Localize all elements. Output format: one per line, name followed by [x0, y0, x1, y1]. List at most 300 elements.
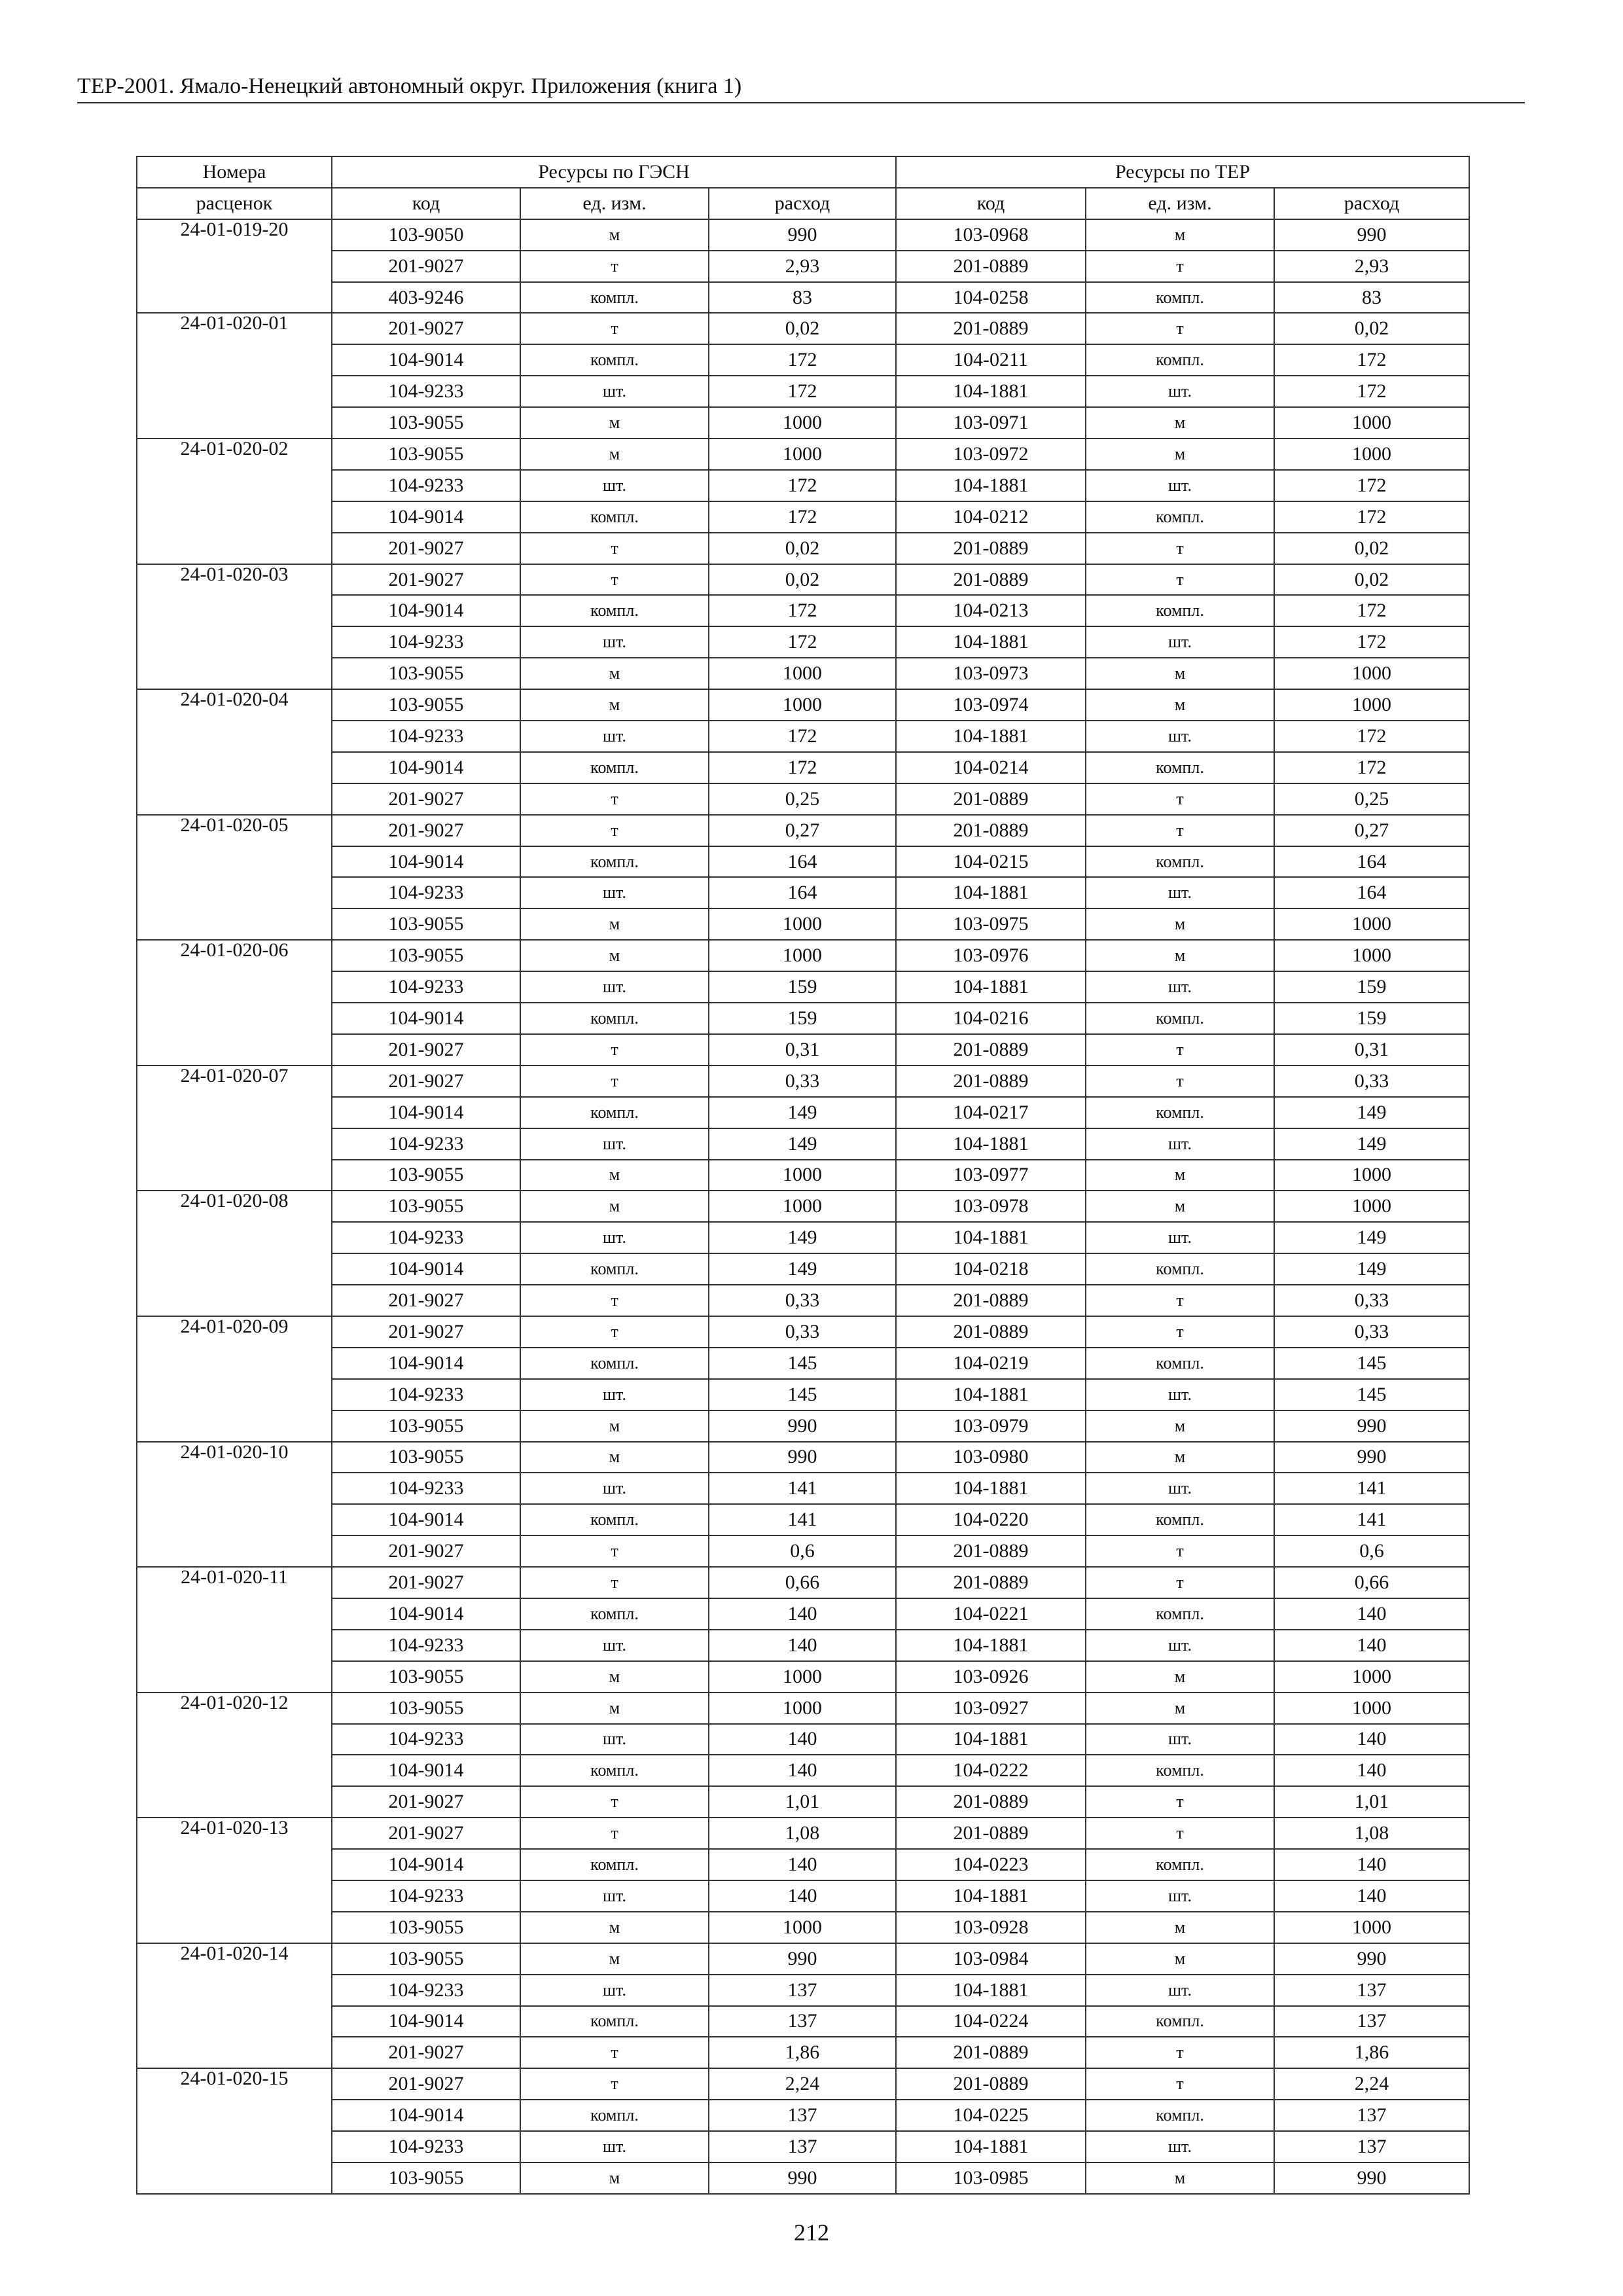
ter-consumption-cell: 141	[1274, 1473, 1469, 1504]
table-row	[137, 1849, 1469, 1880]
table-header-row-1	[137, 156, 1469, 188]
ter-unit-cell: т	[1086, 1535, 1274, 1567]
ter-consumption-cell: 145	[1274, 1348, 1469, 1379]
rate-number-cell	[137, 2162, 332, 2194]
ter-code-cell: 104-1881	[896, 626, 1086, 658]
rate-number-cell	[137, 1975, 332, 2006]
ter-unit-cell: м	[1086, 940, 1274, 971]
table-row	[137, 1912, 1469, 1943]
ter-consumption-cell: 1000	[1274, 940, 1469, 971]
ter-consumption-cell: 0,27	[1274, 815, 1469, 846]
rate-number-cell	[137, 1473, 332, 1504]
ter-consumption-cell: 0,25	[1274, 783, 1469, 815]
table-header-row-2	[137, 188, 1469, 219]
ter-unit-cell: шт.	[1086, 1222, 1274, 1253]
ter-code-cell: 104-0212	[896, 501, 1086, 533]
ter-consumption-cell: 172	[1274, 626, 1469, 658]
gesn-code-cell: 104-9233	[332, 1379, 520, 1410]
gesn-consumption-cell: 1,01	[709, 1786, 896, 1818]
ter-unit-cell: м	[1086, 1693, 1274, 1724]
gesn-unit-cell: м	[520, 1912, 709, 1943]
gesn-consumption-cell: 137	[709, 1975, 896, 2006]
gesn-code-cell: 104-9233	[332, 376, 520, 407]
table-row	[137, 1442, 1469, 1473]
gesn-code-cell: 201-9027	[332, 1567, 520, 1598]
ter-code-cell: 201-0889	[896, 815, 1086, 846]
gesn-code-cell: 104-9233	[332, 721, 520, 752]
ter-unit-cell: м	[1086, 1410, 1274, 1442]
table-row	[137, 1598, 1469, 1630]
ter-unit-cell: т	[1086, 2068, 1274, 2100]
table-row	[137, 2068, 1469, 2100]
gesn-consumption-cell: 1000	[709, 940, 896, 971]
gesn-code-cell: 201-9027	[332, 1535, 520, 1567]
table-row	[137, 783, 1469, 815]
gesn-code-cell: 104-9014	[332, 1097, 520, 1128]
table-row	[137, 1097, 1469, 1128]
gesn-consumption-cell: 137	[709, 2131, 896, 2162]
ter-code-cell: 201-0889	[896, 533, 1086, 564]
gesn-unit-cell: компл.	[520, 282, 709, 314]
table-body	[137, 219, 1469, 2194]
table-row	[137, 2006, 1469, 2037]
table-row	[137, 1191, 1469, 1222]
ter-unit-cell: компл.	[1086, 501, 1274, 533]
gesn-unit-cell: т	[520, 313, 709, 344]
gesn-unit-cell: м	[520, 1943, 709, 1975]
gesn-code-cell: 104-9233	[332, 1128, 520, 1160]
ter-code-cell: 201-0889	[896, 1786, 1086, 1818]
ter-consumption-cell: 172	[1274, 376, 1469, 407]
ter-unit-cell: м	[1086, 908, 1274, 940]
ter-code-cell: 103-0984	[896, 1943, 1086, 1975]
gesn-code-cell: 104-9233	[332, 1473, 520, 1504]
ter-code-cell: 103-0977	[896, 1160, 1086, 1191]
gesn-consumption-cell: 145	[709, 1379, 896, 1410]
table-row	[137, 564, 1469, 596]
ter-unit-cell: т	[1086, 1818, 1274, 1849]
gesn-consumption-cell: 990	[709, 1442, 896, 1473]
rate-number-cell	[137, 1630, 332, 1661]
ter-unit-cell: шт.	[1086, 470, 1274, 501]
ter-code-cell: 104-0216	[896, 1003, 1086, 1034]
gesn-code-cell: 104-9233	[332, 1222, 520, 1253]
table-row	[137, 439, 1469, 470]
ter-consumption-header: расход	[1274, 188, 1469, 219]
gesn-code-cell: 104-9014	[332, 344, 520, 376]
gesn-code-cell: 103-9055	[332, 908, 520, 940]
ter-consumption-cell: 990	[1274, 2162, 1469, 2194]
ter-unit-cell: шт.	[1086, 877, 1274, 908]
gesn-consumption-cell: 149	[709, 1128, 896, 1160]
ter-code-cell: 104-0258	[896, 282, 1086, 314]
gesn-unit-cell: т	[520, 1066, 709, 1097]
ter-unit-cell: т	[1086, 1786, 1274, 1818]
gesn-code-cell: 104-9014	[332, 1755, 520, 1786]
gesn-code-cell: 201-9027	[332, 1316, 520, 1348]
gesn-unit-cell: м	[520, 1160, 709, 1191]
ter-consumption-cell: 2,93	[1274, 251, 1469, 282]
gesn-consumption-cell: 141	[709, 1473, 896, 1504]
gesn-unit-cell: шт.	[520, 1473, 709, 1504]
ter-unit-cell: компл.	[1086, 1348, 1274, 1379]
gesn-unit-cell: м	[520, 219, 709, 251]
rate-number-cell	[137, 1160, 332, 1191]
rate-number-cell	[137, 846, 332, 878]
gesn-consumption-cell: 0,02	[709, 313, 896, 344]
gesn-consumption-cell: 149	[709, 1222, 896, 1253]
rate-number-cell: 24-01-020-15	[137, 2068, 332, 2100]
gesn-unit-cell: т	[520, 1034, 709, 1066]
table-row	[137, 407, 1469, 439]
ter-consumption-cell: 1000	[1274, 1693, 1469, 1724]
rate-number-cell	[137, 1786, 332, 1818]
ter-consumption-cell: 1,01	[1274, 1786, 1469, 1818]
rate-number-cell	[137, 908, 332, 940]
ter-code-cell: 201-0889	[896, 1316, 1086, 1348]
table-row	[137, 2100, 1469, 2131]
gesn-unit-cell: т	[520, 533, 709, 564]
rate-number-cell	[137, 595, 332, 626]
gesn-consumption-cell: 140	[709, 1880, 896, 1912]
ter-consumption-cell: 2,24	[1274, 2068, 1469, 2100]
ter-unit-cell: компл.	[1086, 344, 1274, 376]
gesn-code-cell: 103-9055	[332, 1943, 520, 1975]
ter-consumption-cell: 990	[1274, 1943, 1469, 1975]
ter-unit-cell: м	[1086, 1661, 1274, 1693]
ter-consumption-cell: 172	[1274, 752, 1469, 783]
gesn-unit-cell: шт.	[520, 1975, 709, 2006]
gesn-consumption-cell: 164	[709, 877, 896, 908]
gesn-code-cell: 104-9233	[332, 877, 520, 908]
rate-number-cell	[137, 1410, 332, 1442]
gesn-code-cell: 201-9027	[332, 1034, 520, 1066]
gesn-consumption-cell: 172	[709, 344, 896, 376]
ter-code-cell: 104-0217	[896, 1097, 1086, 1128]
gesn-unit-cell: шт.	[520, 626, 709, 658]
gesn-unit-cell: шт.	[520, 470, 709, 501]
gesn-code-cell: 201-9027	[332, 1786, 520, 1818]
ter-unit-cell: компл.	[1086, 752, 1274, 783]
rate-number-cell: 24-01-020-14	[137, 1943, 332, 1975]
rate-number-cell	[137, 1003, 332, 1034]
ter-consumption-cell: 140	[1274, 1880, 1469, 1912]
rate-number-cell	[137, 658, 332, 689]
ter-consumption-cell: 1000	[1274, 658, 1469, 689]
gesn-consumption-cell: 1,86	[709, 2037, 896, 2068]
ter-unit-cell: т	[1086, 1066, 1274, 1097]
gesn-code-cell: 103-9050	[332, 219, 520, 251]
gesn-unit-cell: м	[520, 1410, 709, 1442]
gesn-consumption-cell: 2,24	[709, 2068, 896, 2100]
ter-code-cell: 104-0211	[896, 344, 1086, 376]
ter-unit-cell: м	[1086, 1191, 1274, 1222]
ter-unit-cell: компл.	[1086, 1504, 1274, 1535]
ter-code-header: код	[896, 188, 1086, 219]
rate-number-cell: 24-01-020-05	[137, 815, 332, 846]
ter-unit-cell: шт.	[1086, 1630, 1274, 1661]
table-row	[137, 1285, 1469, 1316]
ter-code-cell: 103-0974	[896, 689, 1086, 721]
gesn-code-cell: 103-9055	[332, 658, 520, 689]
ter-unit-cell: компл.	[1086, 846, 1274, 878]
table-row	[137, 2162, 1469, 2194]
gesn-code-cell: 104-9014	[332, 501, 520, 533]
rate-number-cell: 24-01-020-13	[137, 1818, 332, 1849]
ter-consumption-cell: 140	[1274, 1755, 1469, 1786]
rate-number-cell: 24-01-020-09	[137, 1316, 332, 1348]
gesn-unit-cell: т	[520, 815, 709, 846]
ter-unit-cell: т	[1086, 251, 1274, 282]
ter-code-cell: 104-0222	[896, 1755, 1086, 1786]
rate-number-cell	[137, 1128, 332, 1160]
ter-consumption-cell: 1,08	[1274, 1818, 1469, 1849]
rate-number-cell: 24-01-020-12	[137, 1693, 332, 1724]
table-row	[137, 846, 1469, 878]
table-row	[137, 376, 1469, 407]
table-row	[137, 344, 1469, 376]
ter-consumption-cell: 990	[1274, 1410, 1469, 1442]
gesn-unit-cell: компл.	[520, 1253, 709, 1285]
gesn-consumption-cell: 172	[709, 721, 896, 752]
gesn-consumption-cell: 1000	[709, 407, 896, 439]
table-row	[137, 219, 1469, 251]
ter-code-cell: 104-1881	[896, 1379, 1086, 1410]
ter-unit-cell: т	[1086, 783, 1274, 815]
ter-unit-cell: м	[1086, 439, 1274, 470]
table-row	[137, 1348, 1469, 1379]
rate-number-cell: 24-01-019-20	[137, 219, 332, 251]
gesn-unit-cell: т	[520, 1316, 709, 1348]
ter-unit-cell: т	[1086, 564, 1274, 596]
table-row	[137, 626, 1469, 658]
gesn-code-cell: 104-9014	[332, 1849, 520, 1880]
rate-number-cell: 24-01-020-11	[137, 1567, 332, 1598]
gesn-consumption-cell: 1000	[709, 908, 896, 940]
gesn-unit-cell: т	[520, 2068, 709, 2100]
gesn-consumption-cell: 1000	[709, 1693, 896, 1724]
gesn-code-cell: 104-9014	[332, 1348, 520, 1379]
table-row	[137, 1630, 1469, 1661]
gesn-consumption-cell: 0,31	[709, 1034, 896, 1066]
gesn-unit-cell: компл.	[520, 1003, 709, 1034]
gesn-code-cell: 104-9014	[332, 846, 520, 878]
gesn-consumption-cell: 149	[709, 1097, 896, 1128]
ter-consumption-cell: 0,33	[1274, 1285, 1469, 1316]
ter-consumption-cell: 172	[1274, 470, 1469, 501]
gesn-code-cell: 104-9233	[332, 1975, 520, 2006]
ter-consumption-cell: 164	[1274, 877, 1469, 908]
gesn-unit-cell: шт.	[520, 1724, 709, 1755]
table-row	[137, 1066, 1469, 1097]
ter-unit-cell: шт.	[1086, 376, 1274, 407]
ter-code-cell: 104-0223	[896, 1849, 1086, 1880]
table-row	[137, 282, 1469, 314]
gesn-code-cell: 104-9233	[332, 1630, 520, 1661]
ter-unit-cell: м	[1086, 658, 1274, 689]
ter-consumption-cell: 172	[1274, 344, 1469, 376]
ter-code-cell: 104-1881	[896, 2131, 1086, 2162]
table-row	[137, 595, 1469, 626]
ter-unit-cell: т	[1086, 313, 1274, 344]
gesn-code-cell: 104-9014	[332, 752, 520, 783]
ter-unit-cell: шт.	[1086, 971, 1274, 1003]
gesn-code-cell: 104-9014	[332, 1598, 520, 1630]
ter-unit-cell: м	[1086, 689, 1274, 721]
gesn-consumption-cell: 164	[709, 846, 896, 878]
ter-consumption-cell: 145	[1274, 1379, 1469, 1410]
ter-consumption-cell: 0,02	[1274, 564, 1469, 596]
table-row	[137, 1818, 1469, 1849]
gesn-code-cell: 103-9055	[332, 2162, 520, 2194]
ter-consumption-cell: 137	[1274, 2006, 1469, 2037]
table-row	[137, 1943, 1469, 1975]
ter-consumption-cell: 172	[1274, 501, 1469, 533]
gesn-unit-cell: м	[520, 940, 709, 971]
ter-consumption-cell: 1000	[1274, 908, 1469, 940]
ter-consumption-cell: 164	[1274, 846, 1469, 878]
rate-number-cell	[137, 1724, 332, 1755]
gesn-consumption-cell: 0,27	[709, 815, 896, 846]
ter-consumption-cell: 141	[1274, 1504, 1469, 1535]
gesn-consumption-cell: 1,08	[709, 1818, 896, 1849]
ter-code-cell: 103-0975	[896, 908, 1086, 940]
ter-code-cell: 201-0889	[896, 1285, 1086, 1316]
rate-number-cell	[137, 470, 332, 501]
gesn-consumption-cell: 2,93	[709, 251, 896, 282]
table-row	[137, 1567, 1469, 1598]
gesn-unit-cell: компл.	[520, 501, 709, 533]
ter-code-cell: 103-0976	[896, 940, 1086, 971]
gesn-consumption-cell: 172	[709, 470, 896, 501]
gesn-consumption-cell: 990	[709, 1410, 896, 1442]
ter-code-cell: 104-1881	[896, 1880, 1086, 1912]
table-row	[137, 1786, 1469, 1818]
table-row	[137, 251, 1469, 282]
ter-code-cell: 104-1881	[896, 1630, 1086, 1661]
ter-code-cell: 104-1881	[896, 971, 1086, 1003]
ter-code-cell: 104-1881	[896, 1128, 1086, 1160]
ter-code-cell: 201-0889	[896, 2037, 1086, 2068]
ter-consumption-cell: 1000	[1274, 1912, 1469, 1943]
ter-unit-cell: компл.	[1086, 1003, 1274, 1034]
table-row	[137, 1128, 1469, 1160]
rate-numbers-header-top: Номера	[137, 156, 332, 188]
ter-consumption-cell: 0,66	[1274, 1567, 1469, 1598]
rate-number-cell: 24-01-020-02	[137, 439, 332, 470]
ter-code-cell: 103-0928	[896, 1912, 1086, 1943]
rate-number-cell	[137, 251, 332, 282]
gesn-unit-cell: м	[520, 658, 709, 689]
ter-code-cell: 201-0889	[896, 783, 1086, 815]
ter-consumption-cell: 1000	[1274, 1191, 1469, 1222]
rate-number-cell	[137, 1253, 332, 1285]
table-row	[137, 1661, 1469, 1693]
ter-code-cell: 104-0214	[896, 752, 1086, 783]
gesn-unit-cell: м	[520, 1442, 709, 1473]
gesn-unit-cell: шт.	[520, 971, 709, 1003]
ter-consumption-cell: 140	[1274, 1849, 1469, 1880]
gesn-code-cell: 104-9014	[332, 2100, 520, 2131]
rate-number-cell	[137, 1285, 332, 1316]
gesn-consumption-cell: 172	[709, 376, 896, 407]
rate-number-cell	[137, 752, 332, 783]
table-row	[137, 1160, 1469, 1191]
gesn-consumption-cell: 990	[709, 219, 896, 251]
ter-unit-cell: шт.	[1086, 2131, 1274, 2162]
gesn-code-cell: 104-9014	[332, 1253, 520, 1285]
ter-unit-cell: т	[1086, 533, 1274, 564]
ter-unit-cell: компл.	[1086, 1097, 1274, 1128]
ter-consumption-cell: 1000	[1274, 1160, 1469, 1191]
ter-consumption-cell: 0,02	[1274, 313, 1469, 344]
ter-code-cell: 103-0968	[896, 219, 1086, 251]
ter-code-cell: 104-1881	[896, 376, 1086, 407]
ter-code-cell: 104-0215	[896, 846, 1086, 878]
table-row	[137, 658, 1469, 689]
rate-number-cell	[137, 344, 332, 376]
ter-unit-cell: компл.	[1086, 1849, 1274, 1880]
gesn-unit-cell: компл.	[520, 1849, 709, 1880]
ter-code-cell: 104-0213	[896, 595, 1086, 626]
table-row	[137, 940, 1469, 971]
ter-consumption-cell: 149	[1274, 1222, 1469, 1253]
gesn-code-cell: 201-9027	[332, 2037, 520, 2068]
gesn-unit-cell: т	[520, 564, 709, 596]
gesn-unit-cell: шт.	[520, 1222, 709, 1253]
table-row	[137, 1316, 1469, 1348]
gesn-consumption-cell: 0,66	[709, 1567, 896, 1598]
ter-code-cell: 104-1881	[896, 470, 1086, 501]
rate-number-cell: 24-01-020-10	[137, 1442, 332, 1473]
ter-unit-cell: шт.	[1086, 1975, 1274, 2006]
gesn-code-cell: 103-9055	[332, 1410, 520, 1442]
gesn-code-cell: 103-9055	[332, 439, 520, 470]
rate-number-cell	[137, 1097, 332, 1128]
gesn-code-cell: 104-9233	[332, 2131, 520, 2162]
ter-unit-cell: т	[1086, 1316, 1274, 1348]
table-row	[137, 1034, 1469, 1066]
ter-unit-cell: м	[1086, 1943, 1274, 1975]
ter-code-cell: 103-0978	[896, 1191, 1086, 1222]
ter-unit-cell: м	[1086, 1160, 1274, 1191]
ter-consumption-cell: 0,02	[1274, 533, 1469, 564]
gesn-code-header: код	[332, 188, 520, 219]
table-row	[137, 1504, 1469, 1535]
ter-consumption-cell: 149	[1274, 1128, 1469, 1160]
rate-number-cell	[137, 1348, 332, 1379]
table-row	[137, 501, 1469, 533]
table-row	[137, 1724, 1469, 1755]
ter-unit-cell: компл.	[1086, 1253, 1274, 1285]
ter-code-cell: 104-0224	[896, 2006, 1086, 2037]
gesn-consumption-cell: 1000	[709, 658, 896, 689]
gesn-consumption-cell: 0,02	[709, 533, 896, 564]
ter-unit-cell: компл.	[1086, 282, 1274, 314]
ter-unit-cell: т	[1086, 2037, 1274, 2068]
ter-code-cell: 103-0927	[896, 1693, 1086, 1724]
rate-number-cell	[137, 1034, 332, 1066]
table-row	[137, 877, 1469, 908]
table-row	[137, 1473, 1469, 1504]
ter-unit-header: ед. изм.	[1086, 188, 1274, 219]
gesn-code-cell: 103-9055	[332, 1442, 520, 1473]
gesn-consumption-cell: 0,6	[709, 1535, 896, 1567]
ter-code-cell: 201-0889	[896, 564, 1086, 596]
rate-number-cell	[137, 1535, 332, 1567]
gesn-consumption-cell: 149	[709, 1253, 896, 1285]
gesn-consumption-cell: 1000	[709, 1160, 896, 1191]
